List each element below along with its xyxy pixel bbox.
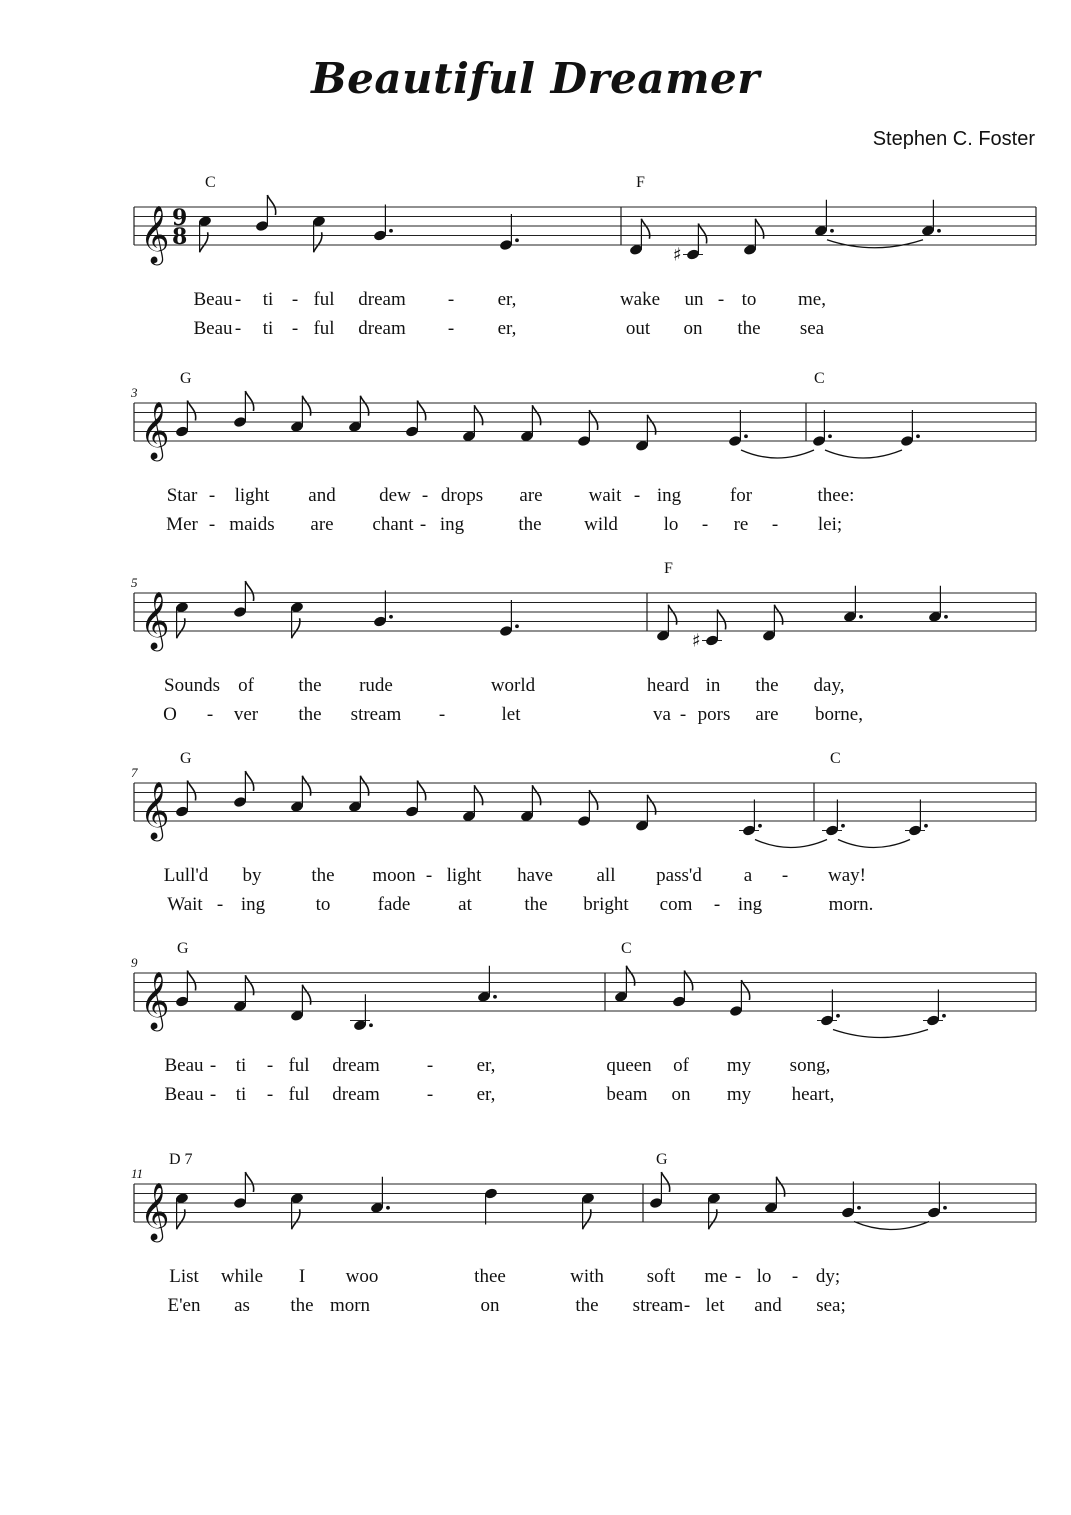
lyric-syllable: ti: [235, 1055, 247, 1076]
note: [814, 200, 834, 237]
note: [405, 781, 426, 818]
note: [923, 990, 946, 1027]
tie-arc: [833, 1030, 928, 1038]
note: [905, 800, 928, 837]
measure-number: 5: [131, 575, 138, 590]
lyric-syllable: ful: [288, 1084, 310, 1105]
lyric-line: [193, 318, 824, 339]
note-flag: [661, 1172, 669, 1192]
lyric-syllable: the: [290, 1295, 314, 1316]
syllable-hyphen: -: [717, 289, 725, 310]
lyric-line: [164, 865, 866, 886]
note-flag: [245, 1172, 253, 1192]
syllable-hyphen: -: [291, 289, 299, 310]
augmentation-dot: [916, 434, 920, 438]
syllable-hyphen: -: [447, 318, 455, 339]
lyric-syllable: ing: [737, 894, 763, 915]
staff-system: [131, 940, 1036, 1105]
syllable-hyphen: -: [266, 1055, 274, 1076]
lyric-syllable: bright: [583, 894, 629, 915]
note: [373, 205, 393, 242]
note: [233, 975, 254, 1012]
lyric-syllable: er,: [476, 1055, 496, 1076]
syllable-hyphen: -: [679, 704, 687, 725]
lyric-line: [164, 1055, 830, 1076]
lyric-syllable: on: [480, 1295, 500, 1316]
measure-number: 7: [131, 765, 138, 780]
chord-symbol: G: [180, 370, 192, 387]
measure-number: 9: [131, 955, 138, 970]
lyric-syllable: I: [298, 1266, 306, 1287]
note: [290, 396, 311, 433]
time-signature-top: 9: [172, 205, 188, 231]
syllable-hyphen: -: [734, 1266, 742, 1287]
lyric-syllable: dream: [358, 289, 406, 310]
lyric-syllable: sea;: [816, 1295, 846, 1316]
syllable-hyphen: -: [426, 1055, 434, 1076]
tie-arc: [755, 840, 827, 848]
note: [927, 1182, 947, 1219]
lyric-syllable: ful: [313, 289, 335, 310]
augmentation-dot: [369, 1023, 373, 1027]
lyric-syllable: wild: [584, 514, 618, 535]
lyric-syllable: day,: [813, 675, 845, 696]
lyric-syllable: have: [517, 865, 553, 886]
lyric-syllable: and: [308, 485, 336, 506]
augmentation-dot: [744, 434, 748, 438]
lyric-syllable: ti: [235, 1084, 247, 1105]
lyric-syllable: ti: [262, 318, 274, 339]
syllable-hyphen: -: [266, 1084, 274, 1105]
chord-symbol: G: [656, 1151, 668, 1168]
syllable-hyphen: -: [234, 318, 242, 339]
note: [635, 795, 656, 832]
lyric-syllable: Sounds: [164, 675, 220, 696]
treble-clef-icon: 𝄞: [140, 591, 170, 649]
syllable-hyphen: -: [209, 1055, 217, 1076]
lyric-syllable: List: [169, 1266, 199, 1287]
augmentation-dot: [944, 615, 948, 619]
note: [743, 219, 764, 256]
lyric-syllable: fade: [377, 894, 411, 915]
lyric-syllable: to: [315, 894, 331, 915]
lyric-syllable: me,: [798, 289, 826, 310]
lyric-syllable: un: [684, 289, 704, 310]
lyric-syllable: dream: [332, 1055, 380, 1076]
lyric-syllable: heart,: [791, 1084, 835, 1105]
augmentation-dot: [841, 824, 845, 828]
lyric-syllable: thee:: [817, 485, 855, 506]
lyric-syllable: a: [743, 865, 753, 886]
lyric-syllable: Beau: [193, 289, 233, 310]
lyric-line: [163, 704, 863, 725]
lyric-syllable: pors: [697, 704, 731, 725]
tie-arc: [854, 1222, 929, 1230]
lyric-syllable: Star: [166, 485, 198, 506]
lyric-syllable: the: [311, 865, 335, 886]
note: [290, 601, 304, 638]
tie-arc: [741, 450, 814, 458]
lyric-syllable: Beau: [164, 1055, 204, 1076]
lyric-syllable: as: [234, 1295, 250, 1316]
lyric-syllable: at: [458, 894, 472, 915]
lyric-syllable: Mer: [166, 514, 198, 535]
note: [312, 215, 326, 252]
augmentation-dot: [942, 1014, 946, 1018]
chord-symbol: D 7: [169, 1151, 193, 1168]
note: [462, 785, 483, 822]
lyric-syllable: lo: [663, 514, 679, 535]
augmentation-dot: [386, 1206, 390, 1210]
chord-symbol: G: [180, 750, 192, 767]
syllable-hyphen: -: [791, 1266, 799, 1287]
note: [577, 410, 598, 447]
lyric-syllable: stream: [632, 1295, 684, 1316]
lyric-syllable: world: [490, 675, 536, 696]
note: [233, 771, 254, 808]
lyric-syllable: rude: [359, 675, 393, 696]
syllable-hyphen: -: [234, 289, 242, 310]
lyric-syllable: ing: [240, 894, 266, 915]
lyric-syllable: va: [653, 704, 671, 725]
syllable-hyphen: -: [633, 485, 641, 506]
lyric-syllable: to: [741, 289, 757, 310]
lyric-syllable: moon: [372, 865, 416, 886]
note: [175, 1192, 189, 1229]
note: [175, 971, 196, 1008]
lyric-syllable: wake: [619, 289, 661, 310]
note: [233, 1172, 254, 1209]
tie-arc: [825, 450, 902, 458]
lyric-syllable: me: [704, 1266, 728, 1287]
treble-clef-icon: 𝄞: [140, 205, 170, 263]
note: [707, 1192, 721, 1229]
note: [672, 971, 693, 1008]
lyric-syllable: stream: [350, 704, 402, 725]
note: [900, 410, 920, 447]
syllable-hyphen: -: [208, 485, 216, 506]
lyric-line: [168, 1295, 846, 1316]
lyric-syllable: ver: [233, 704, 259, 725]
song-title: Beautiful Dreamer: [311, 54, 760, 103]
syllable-hyphen: -: [701, 514, 709, 535]
staff-system: [131, 560, 1036, 725]
lyric-syllable: er,: [476, 1084, 496, 1105]
lyric-syllable: the: [737, 318, 761, 339]
augmentation-dot: [937, 229, 941, 233]
syllable-hyphen: -: [771, 514, 779, 535]
lyric-syllable: dream: [358, 318, 406, 339]
note: [499, 600, 519, 637]
lyric-syllable: are: [310, 514, 334, 535]
note: [477, 966, 497, 1003]
note: [649, 1172, 670, 1209]
chord-symbol: C: [621, 940, 632, 957]
note: [520, 405, 541, 442]
lyric-syllable: and: [754, 1295, 782, 1316]
note: [233, 391, 254, 428]
note: [614, 966, 635, 1003]
treble-clef-icon: 𝄞: [140, 781, 170, 839]
lyric-syllable: my: [726, 1084, 752, 1105]
lyric-syllable: woo: [345, 1266, 379, 1287]
lyric-syllable: er,: [497, 318, 517, 339]
lyric-syllable: drops: [440, 485, 484, 506]
note: [729, 980, 750, 1017]
syllable-hyphen: -: [426, 1084, 434, 1105]
note: [841, 1182, 861, 1219]
note: [656, 605, 677, 642]
augmentation-dot: [943, 1206, 947, 1210]
lyric-syllable: in: [705, 675, 721, 696]
tie-arc: [827, 240, 923, 248]
lyric-syllable: by: [242, 865, 262, 886]
chord-symbol: F: [636, 174, 645, 191]
lyric-syllable: wait: [588, 485, 622, 506]
note: [812, 410, 832, 447]
lyric-syllable: ing: [439, 514, 465, 535]
staff-system: [130, 370, 1036, 535]
note: [739, 800, 762, 837]
composer-credit: Stephen C. Foster: [872, 128, 1035, 150]
lyric-syllable: dy;: [815, 1266, 841, 1287]
augmentation-dot: [924, 824, 928, 828]
lyric-syllable: the: [518, 514, 542, 535]
lyric-syllable: er,: [497, 289, 517, 310]
lyric-syllable: queen: [606, 1055, 652, 1076]
lyric-syllable: light: [234, 485, 270, 506]
note: [843, 586, 863, 623]
note: [348, 776, 369, 813]
lyric-syllable: re: [733, 514, 749, 535]
lyric-syllable: light: [446, 865, 482, 886]
syllable-hyphen: -: [291, 318, 299, 339]
note: [290, 776, 311, 813]
lyric-syllable: Beau: [164, 1084, 204, 1105]
chord-symbol: C: [830, 750, 841, 767]
lyric-syllable: morn: [329, 1295, 371, 1316]
lyric-syllable: all: [596, 865, 616, 886]
syllable-hyphen: -: [421, 485, 429, 506]
note: [484, 1187, 498, 1224]
syllable-hyphen: -: [208, 514, 216, 535]
note: [499, 214, 519, 251]
note: [520, 785, 541, 822]
lyric-syllable: pass'd: [656, 865, 702, 886]
note: [462, 405, 483, 442]
lyric-syllable: are: [755, 704, 779, 725]
syllable-hyphen: -: [209, 1084, 217, 1105]
treble-clef-icon: 𝄞: [140, 1182, 170, 1240]
note: [577, 790, 598, 827]
lyric-syllable: sea: [799, 318, 825, 339]
syllable-hyphen: -: [683, 1295, 691, 1316]
lyric-syllable: lo: [756, 1266, 772, 1287]
lyric-syllable: on: [683, 318, 703, 339]
lyric-line: [169, 1266, 840, 1287]
treble-clef-icon: 𝄞: [140, 401, 170, 459]
staff-system: [131, 1151, 1036, 1316]
staff-system: [134, 174, 1036, 339]
lyric-syllable: ful: [288, 1055, 310, 1076]
lyric-syllable: of: [238, 675, 254, 696]
syllable-hyphen: -: [438, 704, 446, 725]
note: [175, 401, 196, 438]
syllable-hyphen: -: [447, 289, 455, 310]
tie-arc: [838, 840, 910, 848]
lyric-syllable: ti: [262, 289, 274, 310]
lyric-line: [164, 675, 844, 696]
lyric-syllable: borne,: [814, 704, 864, 725]
note: [764, 1177, 785, 1214]
lyric-syllable: my: [726, 1055, 752, 1076]
note: [175, 601, 189, 638]
lyric-syllable: with: [570, 1266, 604, 1287]
note: [175, 781, 196, 818]
note: [198, 215, 212, 252]
syllable-hyphen: -: [713, 894, 721, 915]
augmentation-dot: [493, 995, 497, 999]
lyric-syllable: on: [671, 1084, 691, 1105]
lyric-syllable: chant: [372, 514, 414, 535]
lyric-syllable: the: [755, 675, 779, 696]
lyric-syllable: thee: [474, 1266, 506, 1287]
lyric-syllable: let: [501, 704, 521, 725]
time-signature-bottom: 8: [172, 224, 188, 250]
sharp-icon: ♯: [673, 244, 682, 266]
augmentation-dot: [515, 624, 519, 628]
lyric-syllable: Beau: [193, 318, 233, 339]
lyric-syllable: ing: [656, 485, 682, 506]
lyric-syllable: E'en: [167, 1295, 201, 1316]
augmentation-dot: [758, 824, 762, 828]
treble-clef-icon: 𝄞: [140, 971, 170, 1029]
note: [350, 994, 373, 1031]
note: [290, 985, 311, 1022]
note: [928, 586, 948, 623]
lyric-syllable: beam: [606, 1084, 648, 1105]
lyric-syllable: O: [163, 704, 177, 725]
note: [822, 800, 845, 837]
syllable-hyphen: -: [425, 865, 433, 886]
lyric-syllable: out: [625, 318, 651, 339]
syllable-hyphen: -: [781, 865, 789, 886]
augmentation-dot: [830, 229, 834, 233]
lyric-syllable: Lull'd: [163, 865, 209, 886]
note: [629, 219, 650, 256]
note-flag: [245, 581, 253, 601]
lyric-syllable: the: [524, 894, 548, 915]
lyric-syllable: heard: [646, 675, 690, 696]
note-flag: [267, 195, 275, 215]
augmentation-dot: [389, 615, 393, 619]
measure-number: 11: [131, 1166, 144, 1181]
note: [581, 1192, 595, 1229]
chord-symbol: F: [664, 560, 673, 577]
augmentation-dot: [857, 1206, 861, 1210]
syllable-hyphen: -: [206, 704, 214, 725]
augmentation-dot: [389, 229, 393, 233]
sharp-icon: ♯: [692, 630, 701, 652]
note: [762, 605, 783, 642]
note: [233, 581, 254, 618]
staff-system: [131, 750, 1036, 915]
note: [348, 396, 369, 433]
augmentation-dot: [515, 238, 519, 242]
lyric-syllable: way!: [828, 865, 866, 886]
lyric-line: [193, 289, 826, 310]
note: [635, 415, 656, 452]
lyric-syllable: com: [659, 894, 693, 915]
note: [370, 1177, 390, 1214]
lyric-syllable: the: [298, 704, 322, 725]
note: [255, 195, 276, 232]
note: [405, 401, 426, 438]
note: [373, 591, 393, 628]
note-flag: [245, 391, 253, 411]
lyric-syllable: let: [705, 1295, 725, 1316]
chord-symbol: G: [177, 940, 189, 957]
lyric-syllable: dream: [332, 1084, 380, 1105]
chord-symbol: C: [205, 174, 216, 191]
lyric-syllable: while: [220, 1266, 264, 1287]
lyric-syllable: soft: [646, 1266, 676, 1287]
note: [290, 1192, 304, 1229]
lyric-syllable: lei;: [817, 514, 843, 535]
syllable-hyphen: -: [419, 514, 427, 535]
augmentation-dot: [836, 1014, 840, 1018]
note: [921, 200, 941, 237]
lyric-syllable: ful: [313, 318, 335, 339]
lyric-syllable: Wait: [167, 894, 203, 915]
note: [817, 990, 840, 1027]
chord-symbol: C: [814, 370, 825, 387]
lyric-line: [166, 514, 842, 535]
lyric-syllable: the: [575, 1295, 599, 1316]
lyric-syllable: the: [298, 675, 322, 696]
augmentation-dot: [859, 615, 863, 619]
lyric-syllable: maids: [229, 514, 275, 535]
lyric-syllable: for: [729, 485, 753, 506]
lyric-syllable: morn.: [828, 894, 874, 915]
lyric-line: [167, 894, 873, 915]
syllable-hyphen: -: [216, 894, 224, 915]
lyric-syllable: song,: [789, 1055, 831, 1076]
lyric-syllable: are: [519, 485, 543, 506]
measure-number: 3: [131, 385, 138, 400]
lyric-line: [167, 485, 855, 506]
note-flag: [245, 771, 253, 791]
lyric-syllable: dew: [379, 485, 411, 506]
lyric-syllable: of: [673, 1055, 689, 1076]
lyric-line: [164, 1084, 834, 1105]
note: [728, 410, 748, 447]
augmentation-dot: [828, 434, 832, 438]
